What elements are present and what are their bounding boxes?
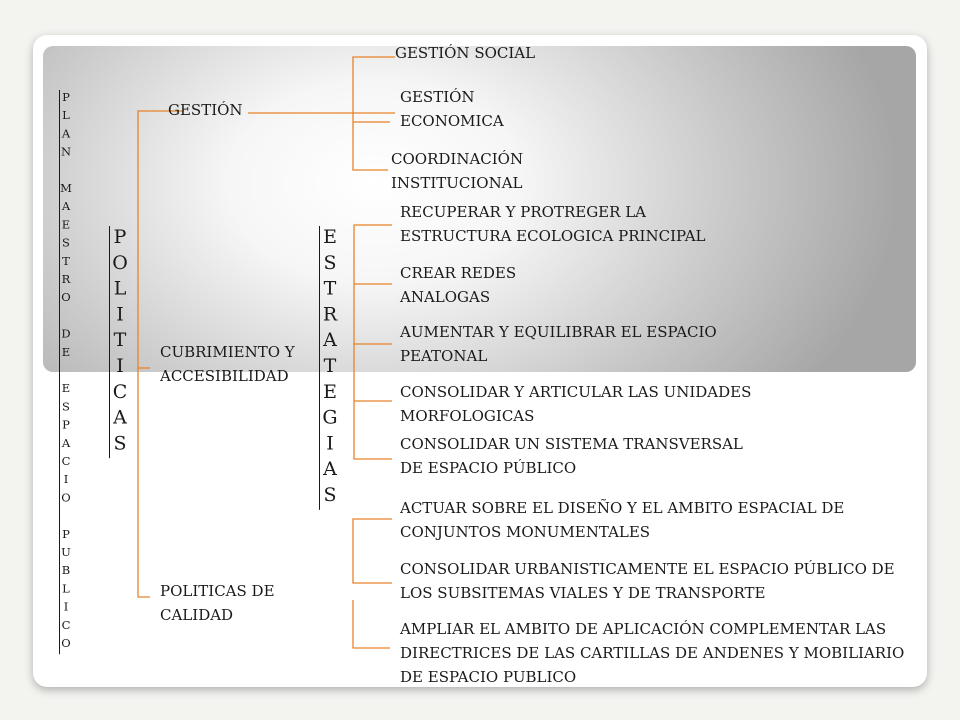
gestion-item-coordinacion: COORDINACIÓN INSTITUCIONAL [391,150,524,192]
gestion-item-economica: GESTIÓN ECONOMICA [400,88,504,130]
strategy-cartillas-andenes: AMPLIAR EL AMBITO DE APLICACIÓN COMPLEMENTAR LAS DIRECTRICES DE LAS CARTILLAS DE ANDENES Y MOBILIARIO DE ESPACIO PUBLICO [400,620,905,686]
policy-cubrimiento: CUBRIMIENTO Y ACCESIBILIDAD [160,343,295,385]
strategy-estructura-ecologica: RECUPERAR Y PROTREGER LA ESTRUCTURA ECOLOGICA PRINCIPAL [400,203,706,245]
policy-gestion: GESTIÓN [168,101,243,119]
policy-calidad: POLITICAS DE CALIDAD [160,582,275,624]
strategy-sistema-transversal: CONSOLIDAR UN SISTEMA TRANSVERSAL DE ESPACIO PÚBLICO [400,435,743,477]
cubrimiento-strategies-bracket [354,225,392,459]
strategy-subsistemas-viales: CONSOLIDAR URBANISTICAMENTE EL ESPACIO PÚBLICO DE LOS SUBSITEMAS VIALES Y DE TRANSPORTE [400,560,895,602]
strategy-unidades-morfologicas: CONSOLIDAR Y ARTICULAR LAS UNIDADES MORFOLOGICAS [400,383,752,425]
strategy-espacio-peatonal: AUMENTAR Y EQUILIBRAR EL ESPACIO PEATONAL [400,323,717,365]
politicas-vertical-title: POLITICAS [109,226,131,459]
strategy-conjuntos-monumentales: ACTUAR SOBRE EL DISEÑO Y EL AMBITO ESPACIAL DE CONJUNTOS MONUMENTALES [400,499,845,541]
strategy-redes-analogas: CREAR REDES ANALOGAS [400,264,517,306]
calidad-strategies-bracket-top [353,519,392,583]
estrategias-vertical-title: ESTRATEGIAS [319,226,341,510]
calidad-strategies-bracket-bottom [353,600,390,648]
gestion-item-social: GESTIÓN SOCIAL [395,44,536,62]
plan-maestro-vertical-title: PLAN MAESTRO DE ESPACIO PUBLICO [59,90,73,655]
